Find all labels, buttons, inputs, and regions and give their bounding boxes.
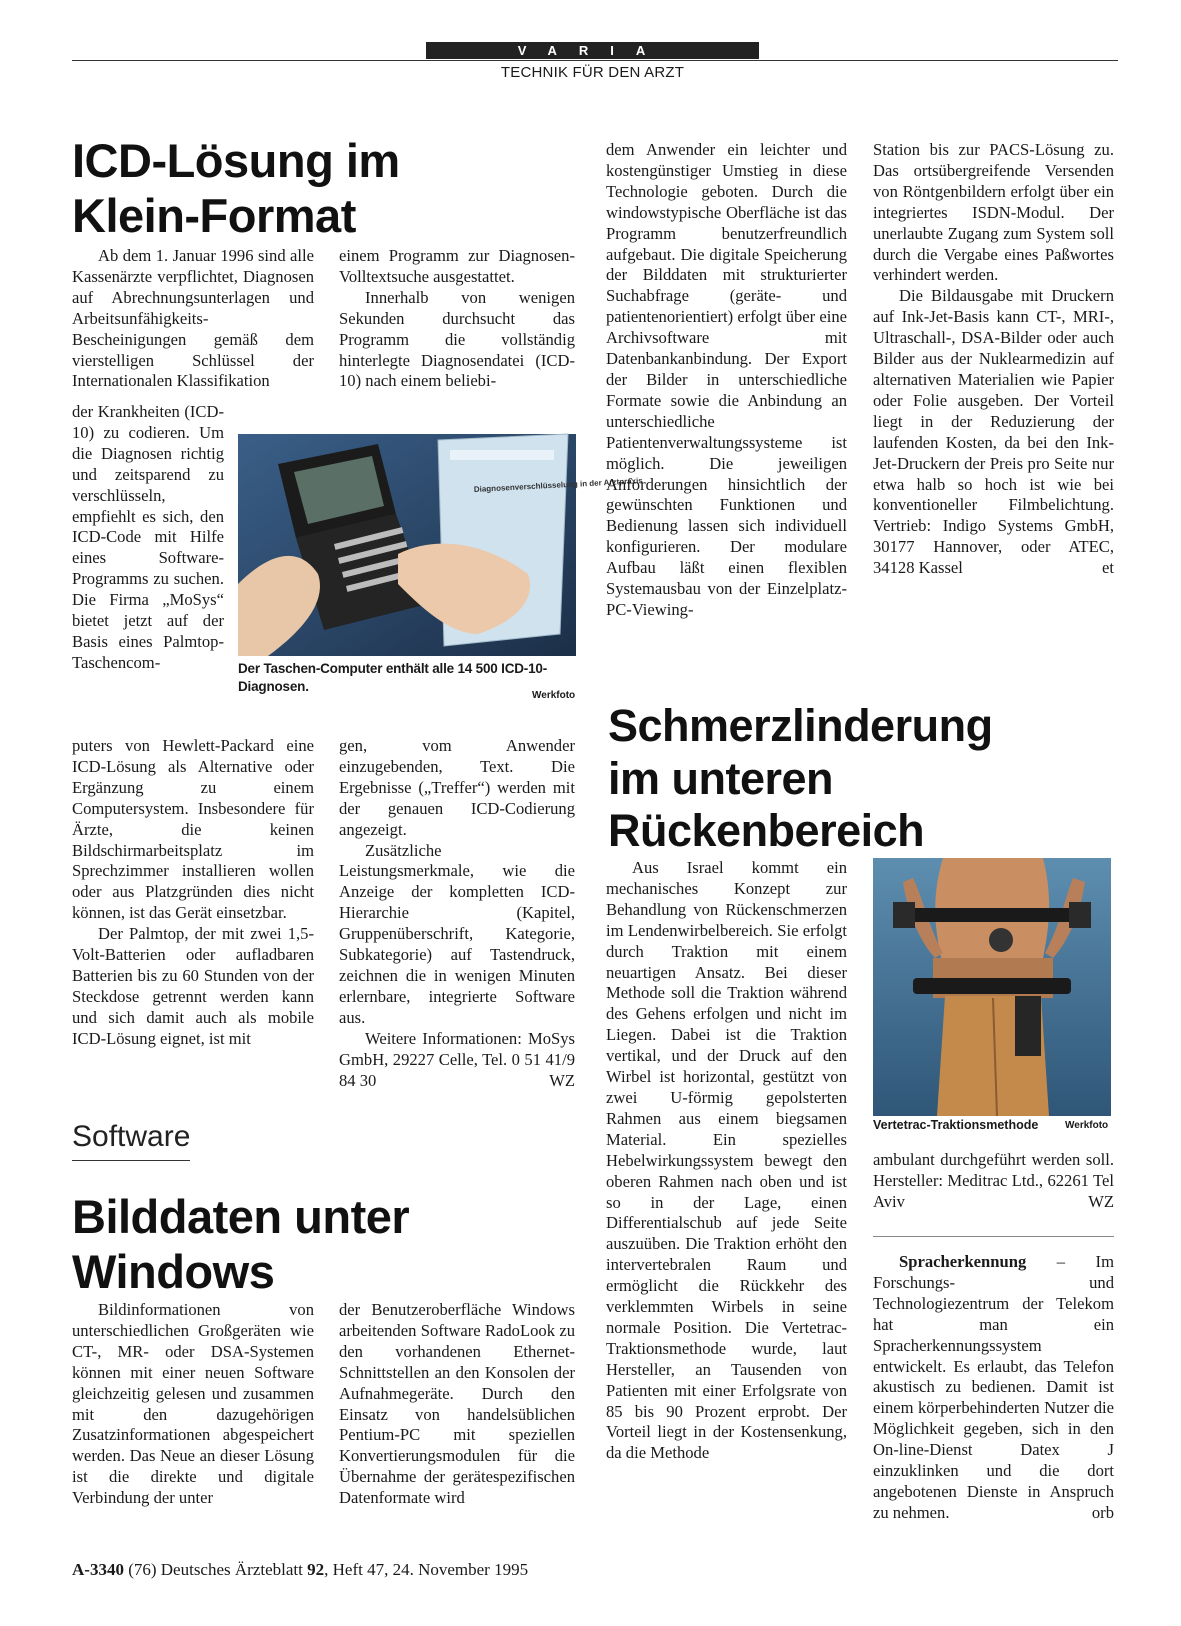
article-title-schmerzlinderung	[608, 700, 993, 858]
issue-date: , Heft 47, 24. November 1995	[324, 1560, 529, 1579]
paragraph: der Krankheiten (ICD-10) zu codieren. Um die Diagnosen richtig und zeitsparend zu verschlüsseln, empfiehlt es sich, den ICD-Code mit Hilfe eines Software-Programms zu suchen. Die Firma „MoSys“ bietet jetzt auf der Basis eines Palmtop-Taschencom-	[72, 402, 224, 672]
contact-info: Weitere Informationen: MoSys GmbH, 29227 Celle, Tel. 0 51 41/9 84 30	[339, 1028, 575, 1090]
paragraph-text: Die Bildausgabe mit Druckern auf Ink-Jet-Basis kann CT-, MRI-, Ultraschall-, DSA-Bilder oder auch Bilder aus der Nuklearmedizin auf alternativen Materialien wie Papier oder Folie ausgeben. Der Vorteil liegt in der Reduzierung der laufenden Kosten, da bei den Ink-Jet-Druckern der Preis pro Seite nur etwa halb so hoch ist wie bei konventioneller Filmbelichtung. Vertrieb: Indigo Systems GmbH, 30177 Hannover, oder ATEC, 34128 Kassel	[873, 286, 1114, 578]
paragraph: Der Palmtop, der mit zwei 1,5-Volt-Batterien oder aufladbaren Batterien bis zu 60 Stunden von der Steckdose getrennt werden kann und sich damit auch als mobile ICD-Lösung eignet, ist mit	[72, 924, 314, 1048]
traction-illustration	[873, 858, 1111, 1116]
palmtop-photo	[238, 434, 643, 656]
paragraph: Innerhalb von wenigen Sekunden durchsucht das Programm die vollständig hinterlegte Diagnosendatei (ICD-10) nach einem beliebi-	[339, 287, 575, 391]
section-banner: VARIA	[426, 42, 759, 59]
article-text	[873, 1150, 1114, 1213]
photo-credit: Werkfoto	[1065, 1120, 1109, 1131]
article-text	[339, 246, 575, 392]
paragraph: dem Anwender ein leichter und kostengünstiger Umstieg in diese Technologie geboten. Durch die windowstypische Oberfläche ist das Programm benutzerfreundlich aufgebaut. Die digitale Speicherung der Bilddaten mit strukturierter Suchabfrage (geräte- und patientenorientiert) erfolgt über eine Archivsoftware mit Datenbankanbindung. Der Export der Bilder in unterschiedliche Formate sowie die Anbindung an unterschiedliche Patientenverwaltungssysteme ist möglich. Die jeweiligen Anforderungen hinsichtlich der gewünschten Funktionen und Bedienung lassen sich individuell konfigurieren. Der modulare Aufbau läßt einen flexiblen Systemausbau von der Einzelplatz-PC-Viewing-	[606, 140, 847, 619]
paragraph	[873, 286, 1114, 579]
paragraph	[339, 1029, 575, 1092]
author-sig: WZ	[1088, 1191, 1114, 1211]
volume-number: 92	[307, 1560, 325, 1579]
title-line: Klein-Format	[72, 188, 356, 242]
title-line: ICD-Lösung im	[72, 134, 400, 187]
title-line: Bilddaten unter	[72, 1190, 410, 1243]
title-line: Windows	[72, 1244, 275, 1298]
paragraph: Ab dem 1. Januar 1996 sind alle Kassenärzte verpflichtet, Diagnosen auf Abrechnungsunterlagen und Arbeitsunfähigkeits-Bescheinigungen gemäß dem vierstelligen Schlüssel der Internationalen Klassifikation	[72, 246, 314, 391]
page-footer	[72, 1560, 528, 1580]
article-text	[72, 736, 314, 1050]
paragraph: puters von Hewlett-Packard eine ICD-Lösung als Alternative oder Ergänzung zu einem Computersystem. Insbesondere für Ärzte, die keinen Bildschirmarbeitsplatz im Sprechzimmer installieren wollen oder aus Platzgründen dies nicht können, ist das Gerät einsetzbar.	[72, 736, 314, 923]
paragraph	[873, 1150, 1114, 1213]
article-text	[339, 1300, 575, 1509]
paragraph	[873, 1252, 1114, 1524]
paragraph: Station bis zur PACS-Lösung zu. Das ortsübergreifende Versenden von Röntgenbildern erfolgt über ein integriertes ISDN-Modul. Der unerlaubte Zugang zum System soll durch die Vergabe eines Paßwortes verhindert werden.	[873, 140, 1114, 285]
divider-rule	[873, 1236, 1114, 1237]
traction-photo	[873, 858, 1111, 1116]
section-subtitle: TECHNIK FÜR DEN ARZT	[500, 64, 685, 81]
article-text	[606, 858, 847, 1464]
author-sig: orb	[1091, 1502, 1114, 1522]
article-text	[339, 736, 575, 1091]
title-line: Schmerzlinderung	[608, 700, 993, 751]
header-rule	[72, 60, 1118, 61]
article-text	[72, 1300, 314, 1509]
palmtop-illustration	[238, 434, 643, 656]
lead-word: Spracherkennung	[899, 1252, 1027, 1271]
paragraph: einem Programm zur Diagnosen-Volltextsuche ausgestattet.	[339, 246, 575, 286]
article-text	[606, 140, 847, 621]
paragraph-text: ambulant durchgeführt werden soll. Hersteller: Meditrac Ltd., 62261 Tel Aviv	[873, 1150, 1114, 1211]
paragraph: der Benutzeroberfläche Windows arbeitenden Software RadoLook zu den vorhandenen Ethernet-Schnittstellen an den Konsolen der Aufnahmegeräte. Durch den Einsatz von handelsüblichen Pentium-PC mit speziellen Konvertierungsmodulen für die Übernahme der gerätespezifischen Datenformate wird	[339, 1300, 575, 1508]
article-text	[72, 402, 224, 674]
photo-caption: Der Taschen-Computer enthält alle 14 500 ICD-10-Diagnosen.	[238, 661, 547, 694]
photo-credit: Werkfoto	[532, 690, 576, 701]
paragraph: Aus Israel kommt ein mechanisches Konzept zur Behandlung von Rückenschmerzen im Lendenwirbelbereich. Sie erfolgt durch Traktion mit einem neuartigen Ansatz. Bei dieser Methode soll die Traktion während des Gehens erfolgen und nicht im Liegen. Dabei ist die Traktion vertikal, und der Druck auf den Wirbel ist horizontal, gestützt von zwei U-förmig gepolsterten Rahmen aus einem biegsamen Material. Ein spezielles Hebelwirkungssystem bewegt den oberen Rahmen nach oben und ist so in der Lage, einen Differentialschub auf jede Seite auszuüben. Die Traktion erhöht den intervertebralen Raum und ermöglicht die Rückkehr des verklemmten Wirbels in seine normale Position. Die Vertetrac-Traktionsmethode wurde, laut Hersteller, an Tausenden von Patienten mit einer Erfolgsrate von 85 bis 90 Prozent erprobt. Der Vorteil liegt in der Kostensenkung, da die Methode	[606, 858, 847, 1463]
section-label: Software	[72, 1120, 191, 1153]
photo-caption: Vertetrac-Traktionsmethode	[873, 1118, 1039, 1132]
title-line: Rückenbereich	[608, 805, 925, 857]
article-text	[72, 246, 314, 392]
article-text	[873, 1252, 1114, 1524]
article-title-icd	[72, 134, 400, 243]
page-number: A-3340	[72, 1560, 124, 1579]
paragraph-text: Im Forschungs- und Technologiezentrum der Telekom hat man ein Spracherkennungssystem entwickelt. Es erlaubt, das Telefon akustisch zu bedienen. Damit ist einem körperbehinderten Nutzer die Möglichkeit gegeben, sich in den On-line-Dienst Datex J einzuklinken und die dort angebotenen Dienste in Anspruch zu nehmen.	[873, 1252, 1114, 1522]
paragraph: Zusätzliche Leistungsmerkmale, wie die Anzeige der kompletten ICD-Hierarchie (Kapitel, Gruppenüberschrift, Kategorie, Subkategorie) auf Tastendruck, zeichnen die in wenigen Minuten erlernbare, integrierte Software aus.	[339, 840, 575, 1027]
book-title: Diagnosenverschlüsselung in der Arztpraxis	[473, 476, 643, 494]
journal-ref: (76) Deutsches Ärzteblatt	[128, 1560, 303, 1579]
section-rule	[72, 1160, 190, 1161]
paragraph: gen, vom Anwender einzugebenden, Text. Die Ergebnisse („Treffer“) werden mit der genauen ICD-Codierung angezeigt.	[339, 736, 575, 839]
author-sig: WZ	[549, 1070, 575, 1090]
paragraph: Bildinformationen von unterschiedlichen Großgeräten wie CT-, MR- oder DSA-Systemen können mit einer neuen Software gleichzeitig gelesen und zusammen mit den dazugehörigen Zusatzinformationen abgespeichert werden. Das Neue an dieser Lösung ist die direkte und digitale Verbindung der unter	[72, 1300, 314, 1508]
lead-dash: –	[1056, 1252, 1066, 1271]
article-text	[873, 140, 1114, 579]
title-line: im unteren	[608, 752, 834, 804]
article-title-bilddaten	[72, 1190, 409, 1299]
author-sig: et	[1102, 558, 1114, 578]
